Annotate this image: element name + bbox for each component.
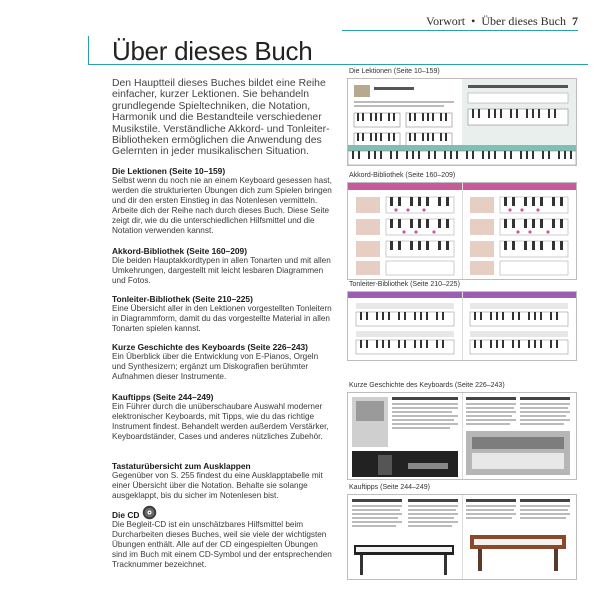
section-heading: Tonleiter-Bibliothek (Seite 210–225) <box>112 294 253 304</box>
section-heading: Akkord-Bibliothek (Seite 160–209) <box>112 246 247 256</box>
section-body: Gegenüber von S. 255 findest du eine Ausklapptabelle mit einer Übersicht über die Notation. Behalte sie solange ausgeklappt, bis du sicher im Notenlesen bist. <box>112 471 323 501</box>
section-heading: Tastaturübersicht zum Ausklappen <box>112 461 251 471</box>
title-rule-vertical <box>88 36 89 64</box>
thumb-buying <box>347 494 577 580</box>
cd-disc-icon <box>142 505 157 520</box>
thumb-label-chords: Akkord-Bibliothek (Seite 160–209) <box>349 172 456 179</box>
section-heading: Die CD <box>112 510 140 520</box>
intro-paragraph: Den Hauptteil dieses Buches bildet eine Reihe einfacher, kurzer Lektionen. Sie behandeln grundlegende Spieltechniken, die Notation, Harmonik und die Bestandteile verschiedener Musikstile. Verständliche Akkord- und Tonleiter-Bibliotheken ermöglichen die Anwendung des Gelernten in jeder musikalischen Situation. <box>112 78 330 158</box>
thumb-lessons <box>347 78 577 166</box>
section-chord-library <box>112 246 334 286</box>
thumb-label-lessons: Die Lektionen (Seite 10–159) <box>349 68 440 75</box>
section-heading: Die Lektionen (Seite 10–159) <box>112 166 226 176</box>
page-number: 7 <box>572 14 578 28</box>
thumb-lessons-illustration <box>348 79 576 165</box>
section-body: Die beiden Hauptakkordtypen in allen Tonarten und mit allen Umkehrungen, dargestellt mit leicht lesbaren Diagrammen und Fotos. <box>112 256 331 286</box>
thumb-label-buying: Kauftipps (Seite 244–249) <box>349 484 430 491</box>
thumb-label-scales: Tonleiter-Bibliothek (Seite 210–225) <box>349 281 460 288</box>
section-foldout <box>112 461 334 501</box>
section-heading: Kauftipps (Seite 244–249) <box>112 392 214 402</box>
header-title: Über dieses Buch <box>481 14 566 28</box>
thumb-label-history: Kurze Geschichte des Keyboards (Seite 226–243) <box>349 382 505 389</box>
section-body: Selbst wenn du noch nie an einem Keyboard gesessen hast, werden die strukturierten Übungen dich zum Spielen bringen und dir den ersten Einstieg in das Notenlesen vermitteln. Arbeite dich der Reihe nach durch dieses Buch. Diese Seite zeigt dir, wie du die unterschiedlichen Hilfsmittel und die Notation verwenden kannst. <box>112 176 332 236</box>
running-header <box>342 14 578 31</box>
thumb-history-illustration <box>348 393 576 479</box>
section-body: Eine Übersicht aller in den Lektionen vorgestellten Tonleitern in Diagrammform, damit du das vorgestellte Material in allen Tonarten spielen kannst. <box>112 304 332 334</box>
section-body: Ein Führer durch die unüberschaubare Auswahl moderner elektronischer Keyboards, mit Tipps, wie du das richtige Instrument findest. Behandelt werden außerdem Verstärker, Keyboardständer, Cases und anderes nützliches Zubehör. <box>112 402 329 442</box>
thumb-history <box>347 392 577 480</box>
section-body: Die Begleit-CD ist ein unschätzbares Hilfsmittel beim Durcharbeiten dieses Buches, weil sie viele der wichtigsten Übungen enthält. Alle auf der CD eingespielten Übungen sind im Buch mit einem CD-Symbol und der entsprechenden Tracknummer bezeichnet. <box>112 520 332 570</box>
thumb-chords <box>347 182 577 280</box>
section-scale-library <box>112 294 334 334</box>
section-lessons <box>112 166 334 237</box>
thumb-buying-illustration <box>348 495 576 579</box>
thumb-scales-illustration <box>348 292 576 360</box>
section-buying-tips <box>112 392 334 442</box>
thumb-scales <box>347 291 577 361</box>
title-rule <box>88 64 588 65</box>
section-body: Ein Überblick über die Entwicklung von E-Pianos, Orgeln und Synthesizern; ergänzt um Diskografien berühmter Aufnahmen dieser Instrumente. <box>112 352 319 382</box>
section-heading: Kurze Geschichte des Keyboards (Seite 226–243) <box>112 342 308 352</box>
page-title: Über dieses Buch <box>112 36 313 66</box>
header-separator: • <box>471 14 476 28</box>
section-history <box>112 342 334 382</box>
thumb-chords-illustration <box>348 183 576 279</box>
header-section: Vorwort <box>426 14 466 28</box>
